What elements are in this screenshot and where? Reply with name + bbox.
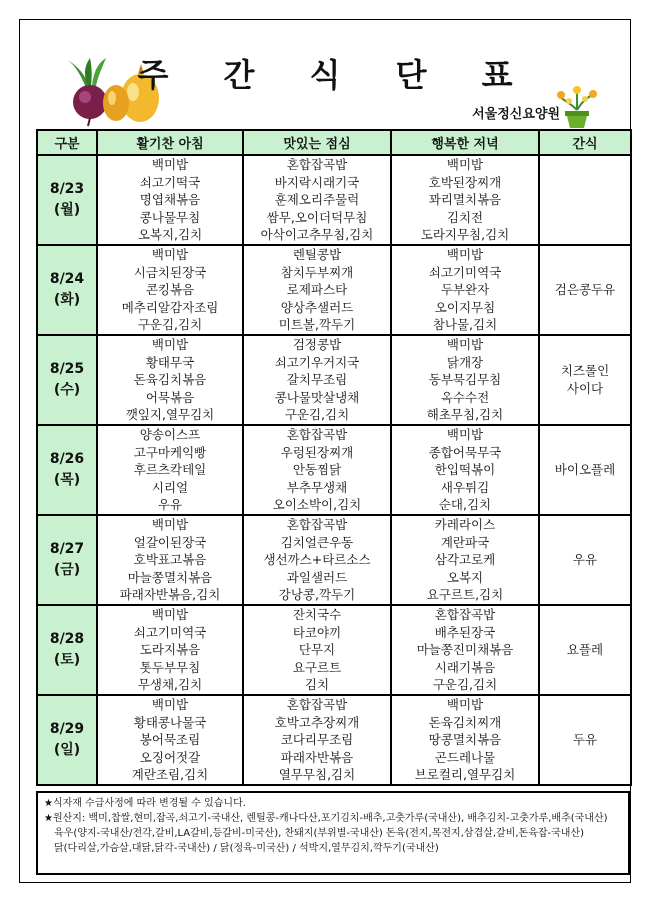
menu-item: 참치두부찌개 [280, 264, 354, 280]
menu-item: 양송이스프 [139, 427, 201, 442]
dinner-items [392, 426, 538, 514]
menu-item: 김치 [304, 677, 330, 693]
day-date: 8/24 [49, 271, 85, 287]
dinner-cell [391, 155, 539, 245]
menu-item: 김치얼큰우동 [280, 534, 354, 550]
lunch-cell [243, 155, 391, 245]
dinner-cell [391, 515, 539, 605]
menu-item: 오징어젓갈 [139, 749, 201, 765]
lunch-items [244, 426, 390, 514]
menu-item: 호박표고볶음 [133, 552, 207, 568]
menu-item: 돈육김치찌개 [428, 714, 502, 730]
menu-item: 단무지 [298, 642, 336, 658]
snack-item: 치즈롤인 [560, 363, 610, 378]
dinner-items [392, 336, 538, 424]
menu-item: 닭개장 [446, 354, 484, 370]
menu-item: 백미밥 [446, 157, 484, 172]
dinner-items [392, 156, 538, 244]
note-line: ★식자재 수급사정에 따라 변경될 수 있습니다. [44, 798, 246, 809]
table-row [37, 335, 631, 425]
menu-item: 갈치무조림 [286, 372, 348, 388]
breakfast-cell [97, 425, 243, 515]
menu-item: 계란파국 [440, 534, 490, 550]
menu-item: 메추리알감자조림 [121, 299, 219, 315]
breakfast-cell [97, 515, 243, 605]
day-cell [37, 425, 97, 515]
lunch-cell [243, 245, 391, 335]
snack-item: 두유 [572, 732, 598, 747]
organization-name: 서울정신요양원 [472, 107, 560, 122]
menu-item: 오이소박이,김치 [272, 497, 362, 513]
lunch-items [244, 516, 390, 604]
day-date: 8/27 [49, 541, 85, 557]
menu-item: 깻잎지,열무김치 [125, 407, 215, 423]
day-cell [37, 695, 97, 785]
column-header-breakfast: 활기찬 아침 [97, 130, 243, 155]
menu-item: 삼각고로케 [434, 552, 496, 568]
menu-item: 백미밥 [446, 337, 484, 352]
menu-item: 미트볼,깍두기 [278, 317, 356, 333]
menu-item: 콘킹볶음 [145, 282, 195, 298]
menu-item: 백미밥 [446, 247, 484, 262]
day-weekday: (수) [53, 382, 81, 398]
day-date: 8/25 [49, 361, 85, 377]
menu-item: 강낭콩,깍두기 [278, 587, 356, 603]
menu-item: 콩나물무침 [139, 209, 201, 225]
menu-item: 안동찜닭 [292, 462, 342, 478]
menu-item: 우렁된장찌개 [280, 444, 354, 460]
lunch-cell [243, 335, 391, 425]
menu-item: 순대,김치 [438, 497, 492, 513]
day-cell [37, 335, 97, 425]
breakfast-items [98, 426, 242, 514]
lunch-cell [243, 695, 391, 785]
menu-item: 렌틸콩밥 [292, 247, 342, 262]
menu-item: 한입떡볶이 [434, 462, 496, 478]
dinner-cell [391, 425, 539, 515]
day-weekday: (금) [53, 562, 81, 578]
menu-item: 옥수수전 [440, 389, 490, 405]
menu-item: 생선까스+타르소스 [263, 552, 371, 568]
snack-cell [539, 695, 631, 785]
menu-item: 혼합잡곡밥 [286, 517, 348, 532]
dinner-cell [391, 245, 539, 335]
page-title: 주 간 식 단 표 [137, 56, 535, 94]
menu-item: 코다리무조림 [280, 732, 354, 748]
menu-item: 바지락시래기국 [274, 174, 360, 190]
menu-item: 쇠고기미역국 [428, 264, 502, 280]
menu-item: 배추된장국 [434, 624, 496, 640]
menu-item: 쇠고기우거지국 [274, 354, 360, 370]
dinner-cell [391, 335, 539, 425]
menu-item: 돈육김치볶음 [133, 372, 207, 388]
day-cell [37, 245, 97, 335]
menu-item: 요구르트 [292, 659, 342, 675]
day-date: 8/29 [49, 721, 85, 737]
snack-cell [539, 605, 631, 695]
lunch-items [244, 156, 390, 244]
menu-item: 백미밥 [446, 697, 484, 712]
table-row [37, 425, 631, 515]
dinner-items [392, 246, 538, 334]
menu-item: 곤드레나물 [434, 749, 496, 765]
snack-item: 사이다 [566, 381, 604, 396]
menu-item: 오복지 [446, 569, 484, 585]
column-header-category: 구분 [37, 130, 97, 155]
menu-item: 혼합잡곡밥 [286, 697, 348, 712]
menu-item: 로제파스타 [286, 282, 348, 298]
menu-item: 시금치된장국 [133, 264, 207, 280]
menu-item: 구운김,김치 [284, 407, 350, 423]
menu-item: 땅콩멸치볶음 [428, 732, 502, 748]
lunch-items [244, 246, 390, 334]
menu-item: 두부완자 [440, 282, 490, 298]
breakfast-items [98, 696, 242, 784]
menu-item: 과일샐러드 [286, 569, 348, 585]
menu-item: 새우튀김 [440, 479, 490, 495]
menu-item: 오복지,김치 [137, 227, 203, 243]
menu-item: 파래자반볶음,김치 [119, 587, 221, 603]
snack-cell [539, 245, 631, 335]
header-row [37, 130, 631, 155]
snack-item: 우유 [572, 552, 598, 567]
menu-item: 계란조림,김치 [131, 767, 209, 783]
menu-item: 잔치국수 [292, 607, 342, 622]
breakfast-items [98, 516, 242, 604]
column-header-snack: 간식 [539, 130, 631, 155]
menu-item: 쇠고기떡국 [139, 174, 201, 190]
breakfast-items [98, 246, 242, 334]
table-row [37, 605, 631, 695]
menu-item: 백미밥 [446, 427, 484, 442]
menu-item: 고구마케익빵 [133, 444, 207, 460]
day-date: 8/28 [49, 631, 85, 647]
snack-cell [539, 515, 631, 605]
menu-item: 백미밥 [151, 247, 189, 262]
menu-item: 도라지볶음 [139, 642, 201, 658]
menu-item: 황태콩나물국 [133, 714, 207, 730]
menu-item: 콩나물맛살냉채 [274, 389, 360, 405]
menu-item: 마늘쫑멸치볶음 [127, 569, 213, 585]
dinner-items [392, 696, 538, 784]
menu-item: 명엽채볶음 [139, 192, 201, 208]
snack-cell [539, 335, 631, 425]
menu-item: 호박된장찌개 [428, 174, 502, 190]
day-weekday: (목) [53, 472, 81, 488]
menu-item: 백미밥 [151, 697, 189, 712]
dinner-items [392, 606, 538, 694]
day-cell [37, 155, 97, 245]
menu-item: 얼갈이된장국 [133, 534, 207, 550]
menu-item: 백미밥 [151, 157, 189, 172]
note-line: ★원산지: 백미,찹쌀,현미,잡곡,쇠고기-국내산, 렌틸콩-캐나다산,포기김치-배추,고춧가루(국내산), 배추김치-고춧가루,배추(국내산) [44, 813, 608, 824]
menu-item: 도라지무침,김치 [420, 227, 510, 243]
menu-item: 봉어묵조림 [139, 732, 201, 748]
snack-cell [539, 155, 631, 245]
menu-item: 파래자반볶음 [280, 749, 354, 765]
snack-item: 바이오플레 [554, 462, 616, 477]
menu-item: 어묵볶음 [145, 389, 195, 405]
notes-box [36, 791, 630, 875]
menu-item: 시리얼 [151, 479, 189, 495]
menu-item: 호박고추장찌개 [274, 714, 360, 730]
snack-item: 검은콩두유 [554, 282, 616, 297]
table-row [37, 155, 631, 245]
breakfast-cell [97, 245, 243, 335]
menu-item: 구운김,김치 [137, 317, 203, 333]
column-header-lunch: 맛있는 점심 [243, 130, 391, 155]
day-cell [37, 515, 97, 605]
menu-item: 열무무침,김치 [278, 767, 356, 783]
table-row [37, 515, 631, 605]
lunch-cell [243, 605, 391, 695]
menu-item: 훈제오리주물럭 [274, 192, 360, 208]
menu-item: 아삭이고추무침,김치 [260, 227, 374, 243]
menu-item: 무생채,김치 [137, 677, 203, 693]
lunch-items [244, 696, 390, 784]
note-line: 닭(다리살,가슴살,대닭,닭각-국내산) / 닭(정육-미국산) / 석박지,열무김치,깍두기(국내산) [54, 843, 439, 854]
breakfast-items [98, 606, 242, 694]
menu-item: 김치전 [446, 209, 484, 225]
menu-item: 종합어묵무국 [428, 444, 502, 460]
menu-item: 꽈리멸치볶음 [428, 192, 502, 208]
lunch-items [244, 336, 390, 424]
menu-item: 쌈무,오이더덕무침 [266, 209, 368, 225]
menu-item: 카레라이스 [434, 517, 496, 532]
day-weekday: (일) [53, 742, 81, 758]
menu-item: 톳두부무침 [139, 659, 201, 675]
day-cell [37, 605, 97, 695]
menu-item: 혼합잡곡밥 [286, 427, 348, 442]
menu-item: 양상추샐러드 [280, 299, 354, 315]
breakfast-cell [97, 695, 243, 785]
lunch-cell [243, 425, 391, 515]
day-weekday: (화) [53, 292, 81, 308]
menu-item: 쇠고기미역국 [133, 624, 207, 640]
lunch-cell [243, 515, 391, 605]
dinner-items [392, 516, 538, 604]
menu-item: 백미밥 [151, 517, 189, 532]
menu-item: 검정콩밥 [292, 337, 342, 352]
menu-item: 요구르트,김치 [426, 587, 504, 603]
menu-item: 해초무침,김치 [426, 407, 504, 423]
weekly-menu-table [36, 129, 632, 786]
day-date: 8/26 [49, 451, 85, 467]
menu-item: 참나물,김치 [432, 317, 498, 333]
lunch-items [244, 606, 390, 694]
menu-item: 혼합잡곡밥 [286, 157, 348, 172]
breakfast-cell [97, 605, 243, 695]
menu-item: 동부묵김무침 [428, 372, 502, 388]
note-line: 육우(양지-국내산/전각,갈비,LA갈비,등갈비-미국산), 찬돼지(부위별-국내산) 돈육(전지,목전지,삼겹살,갈비,돈육잡-국내산) [54, 828, 584, 839]
snack-cell [539, 425, 631, 515]
menu-item: 황태무국 [145, 354, 195, 370]
table-row [37, 245, 631, 335]
menu-item: 우유 [157, 497, 183, 513]
menu-item: 혼합잡곡밥 [434, 607, 496, 622]
menu-item: 시래기볶음 [434, 659, 496, 675]
breakfast-cell [97, 155, 243, 245]
table-row [37, 695, 631, 785]
breakfast-items [98, 336, 242, 424]
breakfast-cell [97, 335, 243, 425]
menu-item: 백미밥 [151, 337, 189, 352]
breakfast-items [98, 156, 242, 244]
menu-item: 타코야끼 [292, 624, 342, 640]
dinner-cell [391, 605, 539, 695]
menu-item: 후르츠칵테일 [133, 462, 207, 478]
menu-item: 구운김,김치 [432, 677, 498, 693]
day-date: 8/23 [49, 181, 85, 197]
snack-item: 요플레 [566, 642, 604, 657]
menu-item: 부추무생채 [286, 479, 348, 495]
menu-item: 브로컬리,열무김치 [414, 767, 516, 783]
menu-item: 백미밥 [151, 607, 189, 622]
day-weekday: (월) [53, 202, 81, 218]
menu-item: 마늘쫑진미채볶음 [416, 642, 514, 658]
dinner-cell [391, 695, 539, 785]
flower-pot-illustration [555, 84, 599, 130]
menu-item: 오이지무침 [434, 299, 496, 315]
day-weekday: (토) [53, 652, 81, 668]
column-header-dinner: 행복한 저녁 [391, 130, 539, 155]
